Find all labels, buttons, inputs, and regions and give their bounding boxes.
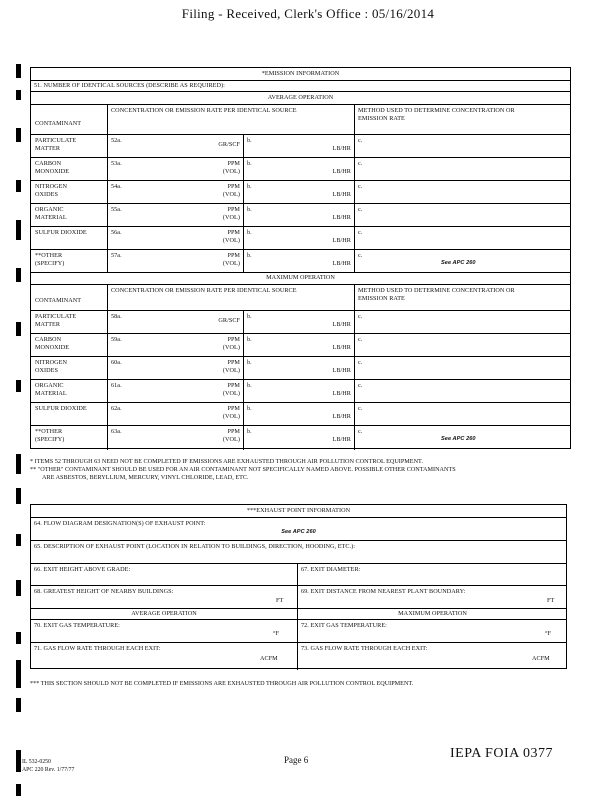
emission-rate-unit: LB/HR xyxy=(332,214,351,221)
scan-mark xyxy=(16,220,21,240)
emission-rate-unit: LB/HR xyxy=(332,145,351,152)
form-code-line2: APC 220 Rev. 1/77/77 xyxy=(22,767,75,773)
contaminant-name: NITROGEN xyxy=(35,183,68,190)
concentration-field[interactable]: 58a. xyxy=(111,313,122,320)
boundary-distance-field[interactable]: 69. EXIT DISTANCE FROM NEAREST PLANT BOUNDARY: xyxy=(301,588,466,595)
avg-gas-temp-unit: °F xyxy=(273,630,280,637)
scan-mark xyxy=(16,90,21,100)
concentration-unit: (VOL) xyxy=(222,191,240,198)
method-field[interactable]: c. xyxy=(358,336,363,343)
method-field[interactable]: c. xyxy=(358,229,363,236)
note-exhaust-section: *** THIS SECTION SHOULD NOT BE COMPLETED IF EMISSIONS ARE EXHAUSTED THROUGH AIR POLLUTION CONTROL EQUIPMENT. xyxy=(30,680,414,687)
form-code xyxy=(22,758,74,774)
contaminant-name: OXIDES xyxy=(35,367,58,374)
avg-gas-temp-field[interactable]: 70. EXIT GAS TEMPERATURE: xyxy=(34,622,120,629)
emission-table xyxy=(30,67,571,449)
scan-mark xyxy=(16,64,21,78)
concentration-unit: (VOL) xyxy=(222,390,240,397)
page-number: Page 6 xyxy=(284,755,309,765)
concentration-field[interactable]: 55a. xyxy=(111,206,122,213)
method-field[interactable]: c. xyxy=(358,359,363,366)
row-divider xyxy=(31,379,570,380)
row-divider xyxy=(31,402,570,403)
emission-rate-field[interactable]: b. xyxy=(247,336,252,343)
row-divider xyxy=(31,226,570,227)
contaminant-name: MATTER xyxy=(35,321,61,328)
contaminant-name: SULFUR DIOXIDE xyxy=(35,405,87,412)
concentration-unit: (VOL) xyxy=(222,168,240,175)
row-divider xyxy=(31,356,570,357)
row-divider xyxy=(31,203,570,204)
emission-rate-unit: LB/HR xyxy=(332,413,351,420)
exhaust-title: ***EXHAUST POINT INFORMATION xyxy=(246,507,351,514)
contaminant-name: (SPECIFY) xyxy=(35,436,65,443)
contaminant-name: CARBON xyxy=(35,160,62,167)
contaminant-name: MATERIAL xyxy=(35,214,67,221)
contaminant-name: MONOXIDE xyxy=(35,344,70,351)
scan-mark xyxy=(16,322,21,336)
contaminant-name: MATERIAL xyxy=(35,390,67,397)
form-code-line1: IL 532-0250 xyxy=(22,759,51,765)
concentration-unit: (VOL) xyxy=(222,413,240,420)
method-value: See APC 260 xyxy=(441,260,476,266)
concentration-unit: (VOL) xyxy=(222,260,240,267)
emission-rate-field[interactable]: b. xyxy=(247,382,252,389)
method-header: EMISSION RATE xyxy=(358,295,405,302)
concentration-field[interactable]: 61a. xyxy=(111,382,122,389)
avg-gas-flow-field[interactable]: 71. GAS FLOW RATE THROUGH EACH EXIT: xyxy=(34,645,161,652)
method-field[interactable]: c. xyxy=(358,183,363,190)
contaminant-name: SULFUR DIOXIDE xyxy=(35,229,87,236)
concentration-unit: (VOL) xyxy=(222,237,240,244)
scan-mark xyxy=(16,454,21,474)
concentration-unit: GR/SCF xyxy=(218,141,240,148)
row-divider xyxy=(31,425,570,426)
emission-rate-unit: LB/HR xyxy=(332,390,351,397)
scan-mark xyxy=(16,698,21,712)
building-height-field[interactable]: 68. GREATEST HEIGHT OF NEARBY BUILDINGS: xyxy=(34,588,174,595)
contaminant-name: ORGANIC xyxy=(35,382,64,389)
concentration-unit: (VOL) xyxy=(222,367,240,374)
method-field[interactable]: c. xyxy=(358,137,363,144)
scan-mark xyxy=(16,580,21,596)
scan-mark xyxy=(16,632,21,644)
row-divider xyxy=(31,249,570,250)
emission-rate-field[interactable]: b. xyxy=(247,183,252,190)
emission-rate-unit: LB/HR xyxy=(332,344,351,351)
scan-mark xyxy=(16,268,21,282)
contaminant-name: MONOXIDE xyxy=(35,168,70,175)
scan-mark xyxy=(16,534,21,546)
contaminant-header: CONTAMINANT xyxy=(35,120,82,127)
contaminant-name: MATTER xyxy=(35,145,61,152)
flow-diagram-value: See APC 260 xyxy=(281,529,316,535)
scan-mark xyxy=(16,784,21,796)
emission-rate-field[interactable]: b. xyxy=(247,428,252,435)
emission-rate-field[interactable]: b. xyxy=(247,229,252,236)
concentration-unit: PPM xyxy=(227,206,240,213)
concentration-field[interactable]: 60a. xyxy=(111,359,122,366)
concentration-field[interactable]: 53a. xyxy=(111,160,122,167)
row-divider xyxy=(31,157,570,158)
scan-mark xyxy=(16,750,21,772)
filing-stamp: Filing - Received, Clerk's Office : 05/16/2014 xyxy=(181,6,435,21)
emission-rate-unit: LB/HR xyxy=(332,237,351,244)
scan-mark xyxy=(16,660,21,688)
emission-rate-field[interactable]: b. xyxy=(247,313,252,320)
building-height-unit: FT xyxy=(276,597,284,604)
emission-rate-field[interactable]: b. xyxy=(247,359,252,366)
concentration-unit: PPM xyxy=(227,382,240,389)
concentration-unit: PPM xyxy=(227,428,240,435)
concentration-unit: PPM xyxy=(227,252,240,259)
scan-mark xyxy=(16,380,21,392)
concentration-field[interactable]: 52a. xyxy=(111,137,122,144)
emission-rate-field[interactable]: b. xyxy=(247,137,252,144)
concentration-unit: PPM xyxy=(227,336,240,343)
exit-diameter-field[interactable]: 67. EXIT DIAMETER: xyxy=(301,566,361,573)
max-operation-title: MAXIMUM OPERATION xyxy=(266,274,335,281)
contaminant-name: **OTHER xyxy=(35,428,63,435)
emission-rate-unit: LB/HR xyxy=(332,260,351,267)
avg-operation-title: AVERAGE OPERATION xyxy=(267,94,334,101)
concentration-field[interactable]: 56a. xyxy=(111,229,122,236)
method-header: EMISSION RATE xyxy=(358,115,405,122)
method-field[interactable]: c. xyxy=(358,206,363,213)
concentration-unit: (VOL) xyxy=(222,214,240,221)
exhaust-table xyxy=(30,504,567,669)
contaminant-name: NITROGEN xyxy=(35,359,68,366)
contaminant-name: **OTHER xyxy=(35,252,63,259)
concentration-unit: PPM xyxy=(227,405,240,412)
contaminant-name: ORGANIC xyxy=(35,206,64,213)
method-field[interactable]: c. xyxy=(358,313,363,320)
contaminant-name: OXIDES xyxy=(35,191,58,198)
method-field[interactable]: c. xyxy=(358,252,363,259)
concentration-field[interactable]: 54a. xyxy=(111,183,122,190)
method-value: See APC 260 xyxy=(441,436,476,442)
emission-rate-unit: LB/HR xyxy=(332,321,351,328)
method-field[interactable]: c. xyxy=(358,160,363,167)
emission-rate-field[interactable]: b. xyxy=(247,206,252,213)
concentration-field[interactable]: 57a. xyxy=(111,252,122,259)
identical-sources-field[interactable]: 51. NUMBER OF IDENTICAL SOURCES (DESCRIBE AS REQUIRED): xyxy=(34,82,225,89)
max-gas-flow-unit: ACFM xyxy=(532,655,550,662)
concentration-field[interactable]: 63a. xyxy=(111,428,122,435)
concentration-unit: PPM xyxy=(227,160,240,167)
max-gas-temp-unit: °F xyxy=(545,630,552,637)
concentration-unit: PPM xyxy=(227,183,240,190)
contaminant-name: PARTICULATE xyxy=(35,137,77,144)
emission-rate-field[interactable]: b. xyxy=(247,252,252,259)
contaminant-name: (SPECIFY) xyxy=(35,260,65,267)
concentration-unit: PPM xyxy=(227,229,240,236)
foia-stamp: IEPA FOIA 0377 xyxy=(450,746,553,761)
max-gas-flow-field[interactable]: 73. GAS FLOW RATE THROUGH EACH EXIT: xyxy=(301,645,428,652)
row-divider xyxy=(31,333,570,334)
scan-mark xyxy=(16,180,21,192)
method-header: METHOD USED TO DETERMINE CONCENTRATION OR xyxy=(358,107,515,114)
emission-title: *EMISSION INFORMATION xyxy=(261,70,340,77)
boundary-distance-unit: FT xyxy=(547,597,555,604)
concentration-field[interactable]: 59a. xyxy=(111,336,122,343)
note-other-contaminant: ** "OTHER" CONTAMINANT SHOULD BE USED FOR AN AIR CONTAMINANT NOT SPECIFICALLY NAMED ABOVE. POSSIBLE OTHER CONTAMINANTS xyxy=(30,466,456,473)
contaminant-header: CONTAMINANT xyxy=(35,297,82,304)
concentration-unit: (VOL) xyxy=(222,344,240,351)
concentration-header: CONCENTRATION OR EMISSION RATE PER IDENTICAL SOURCE xyxy=(111,107,297,114)
flow-diagram-field[interactable]: 64. FLOW DIAGRAM DESIGNATION(S) OF EXHAUST POINT: xyxy=(34,520,206,527)
exit-height-field[interactable]: 66. EXIT HEIGHT ABOVE GRADE: xyxy=(34,566,131,573)
emission-rate-unit: LB/HR xyxy=(332,436,351,443)
exhaust-description-field[interactable]: 65. DESCRIPTION OF EXHAUST POINT (LOCATION IN RELATION TO BUILDINGS, DIRECTION, HOODING, ETC.): xyxy=(34,543,356,550)
concentration-unit: GR/SCF xyxy=(218,317,240,324)
max-gas-temp-field[interactable]: 72. EXIT GAS TEMPERATURE: xyxy=(301,622,387,629)
concentration-unit: PPM xyxy=(227,359,240,366)
concentration-field[interactable]: 62a. xyxy=(111,405,122,412)
contaminant-name: CARBON xyxy=(35,336,62,343)
concentration-header: CONCENTRATION OR EMISSION RATE PER IDENTICAL SOURCE xyxy=(111,287,297,294)
concentration-unit: (VOL) xyxy=(222,436,240,443)
emission-rate-field[interactable]: b. xyxy=(247,405,252,412)
method-field[interactable]: c. xyxy=(358,405,363,412)
contaminant-name: PARTICULATE xyxy=(35,313,77,320)
emission-rate-unit: LB/HR xyxy=(332,191,351,198)
emission-rate-unit: LB/HR xyxy=(332,367,351,374)
method-field[interactable]: c. xyxy=(358,382,363,389)
emission-rate-unit: LB/HR xyxy=(332,168,351,175)
method-header: METHOD USED TO DETERMINE CONCENTRATION OR xyxy=(358,287,515,294)
scan-mark xyxy=(16,128,21,142)
method-field[interactable]: c. xyxy=(358,428,363,435)
note-other-contaminant-cont: ARE ASBESTOS, BERYLLIUM, MERCURY, VINYL CHLORIDE, LEAD, ETC. xyxy=(42,474,249,481)
exhaust-avg-title: AVERAGE OPERATION xyxy=(131,610,197,617)
exhaust-max-title: MAXIMUM OPERATION xyxy=(398,610,467,617)
row-divider xyxy=(31,180,570,181)
avg-gas-flow-unit: ACFM xyxy=(260,655,278,662)
emission-rate-field[interactable]: b. xyxy=(247,160,252,167)
scan-mark xyxy=(16,488,21,504)
note-items-52-63: * ITEMS 52 THROUGH 63 NEED NOT BE COMPLETED IF EMISSIONS ARE EXHAUSTED THROUGH AIR POLLUTION CONTROL EQUIPMENT. xyxy=(30,458,423,465)
